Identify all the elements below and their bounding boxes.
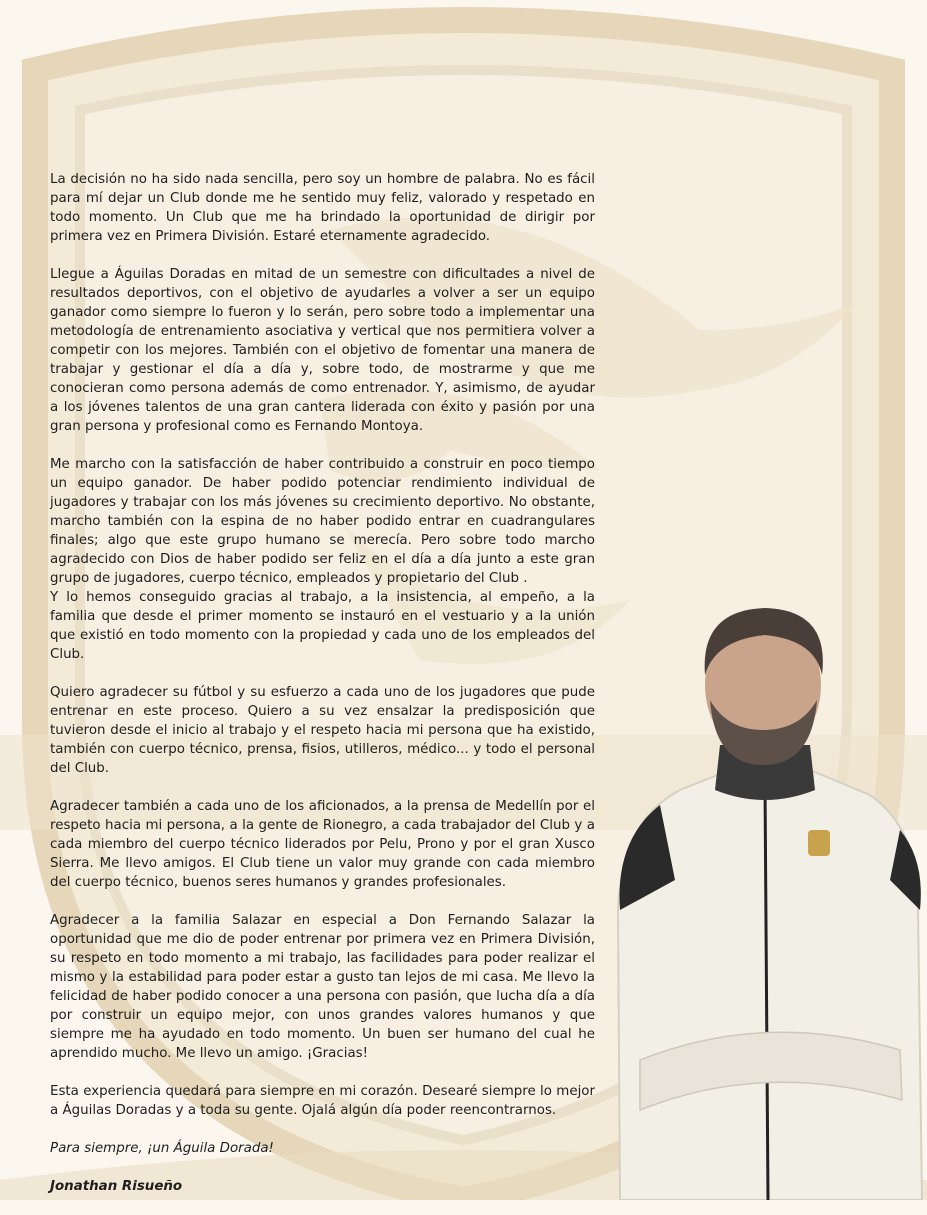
letter-paragraph: La decisión no ha sido nada sencilla, pero soy un hombre de palabra. No es fácil para mí dejar un Club donde me he sentido muy feliz, valorado y respetado en todo momento. Un Club que me ha brindado la oportunidad de dirigir por primera vez en Primera División. Estaré eternamente agradecido. [50,172,595,244]
letter-paragraph: Esta experiencia quedará para siempre en mi corazón. Desearé siempre lo mejor a Águilas Doradas y a toda su gente. Ojalá algún día poder reencontrarnos. [50,1084,595,1118]
letter-body [50,170,595,1215]
letter-paragraph: Y lo hemos conseguido gracias al trabajo, a la insistencia, al empeño, a la familia que desde el primer momento se instauró en el vestuario y a la unión que existió en todo momento con la propiedad y cada uno de los empleados del Club. [50,590,595,662]
letter-paragraph: Me marcho con la satisfacción de haber contribuido a construir en poco tiempo un equipo ganador. De haber podido potenciar rendimiento individual de jugadores y trabajar con los más jóvenes su crecimiento deportivo. No obstante, marcho también con la espina de no haber podido entrar en cuadrangulares finales; algo que este grupo humano se merecía. Pero sobre todo marcho agradecido con Dios de haber podido ser feliz en el día a día junto a este gran grupo de jugadores, cuerpo técnico, empleados y propietario del Club . [50,457,595,586]
letter-paragraph: Quiero agradecer su fútbol y su esfuerzo a cada uno de los jugadores que pude entrenar en este proceso. Quiero a su vez ensalzar la predisposición que tuvieron desde el inicio al trabajo y el respeto hacia mi persona que ha existido, también con cuerpo técnico, prensa, fisios, utilleros, médico... y todo el personal del Club. [50,685,595,776]
coach-photo [600,580,927,1200]
letter-closing: Para siempre, ¡un Águila Dorada! [50,1141,274,1156]
letter-paragraph: Agradecer también a cada uno de los aficionados, a la prensa de Medellín por el respeto hacia mi persona, a la gente de Rionegro, a cada trabajador del Club y a cada miembro del cuerpo técnico liderados por Pelu, Prono y por el gran Xusco Sierra. Me llevo amigos. El Club tiene un valor muy grande con cada miembro del cuerpo técnico, buenos seres humanos y grandes profesionales. [50,799,595,890]
letter-signature: Jonathan Risueño [50,1179,183,1194]
letter-paragraph: Agradecer a la familia Salazar en especial a Don Fernando Salazar la oportunidad que me dio de poder entrenar por primera vez en Primera División, su respeto en todo momento a mi trabajo, las facilidades para poder realizar el mismo y la estabilidad para poder estar a gusto tan lejos de mi casa. Me llevo la felicidad de haber podido conocer a una persona con pasión, que lucha día a día por construir un equipo mejor, con unos grandes valores humanos y que siempre me ha ayudado en todo momento. Un buen ser humano del cual he aprendido mucho. Me llevo un amigo. ¡Gracias! [50,913,595,1061]
letter-paragraph: Llegue a Águilas Doradas en mitad de un semestre con dificultades a nivel de resultados deportivos, con el objetivo de ayudarles a volver a ser un equipo ganador como siempre lo fueron y lo serán, pero sobre todo a implementar una metodología de entrenamiento asociativa y vertical que nos permitiera volver a competir con los mejores. También con el objetivo de fomentar una manera de trabajar y gestionar el día a día y, sobre todo, de mostrarme y que me conocieran como persona además de como entrenador. Y, asimismo, de ayudar a los jóvenes talentos de una gran cantera liderada con éxito y pasión por una gran persona y profesional como es Fernando Montoya. [50,267,595,434]
